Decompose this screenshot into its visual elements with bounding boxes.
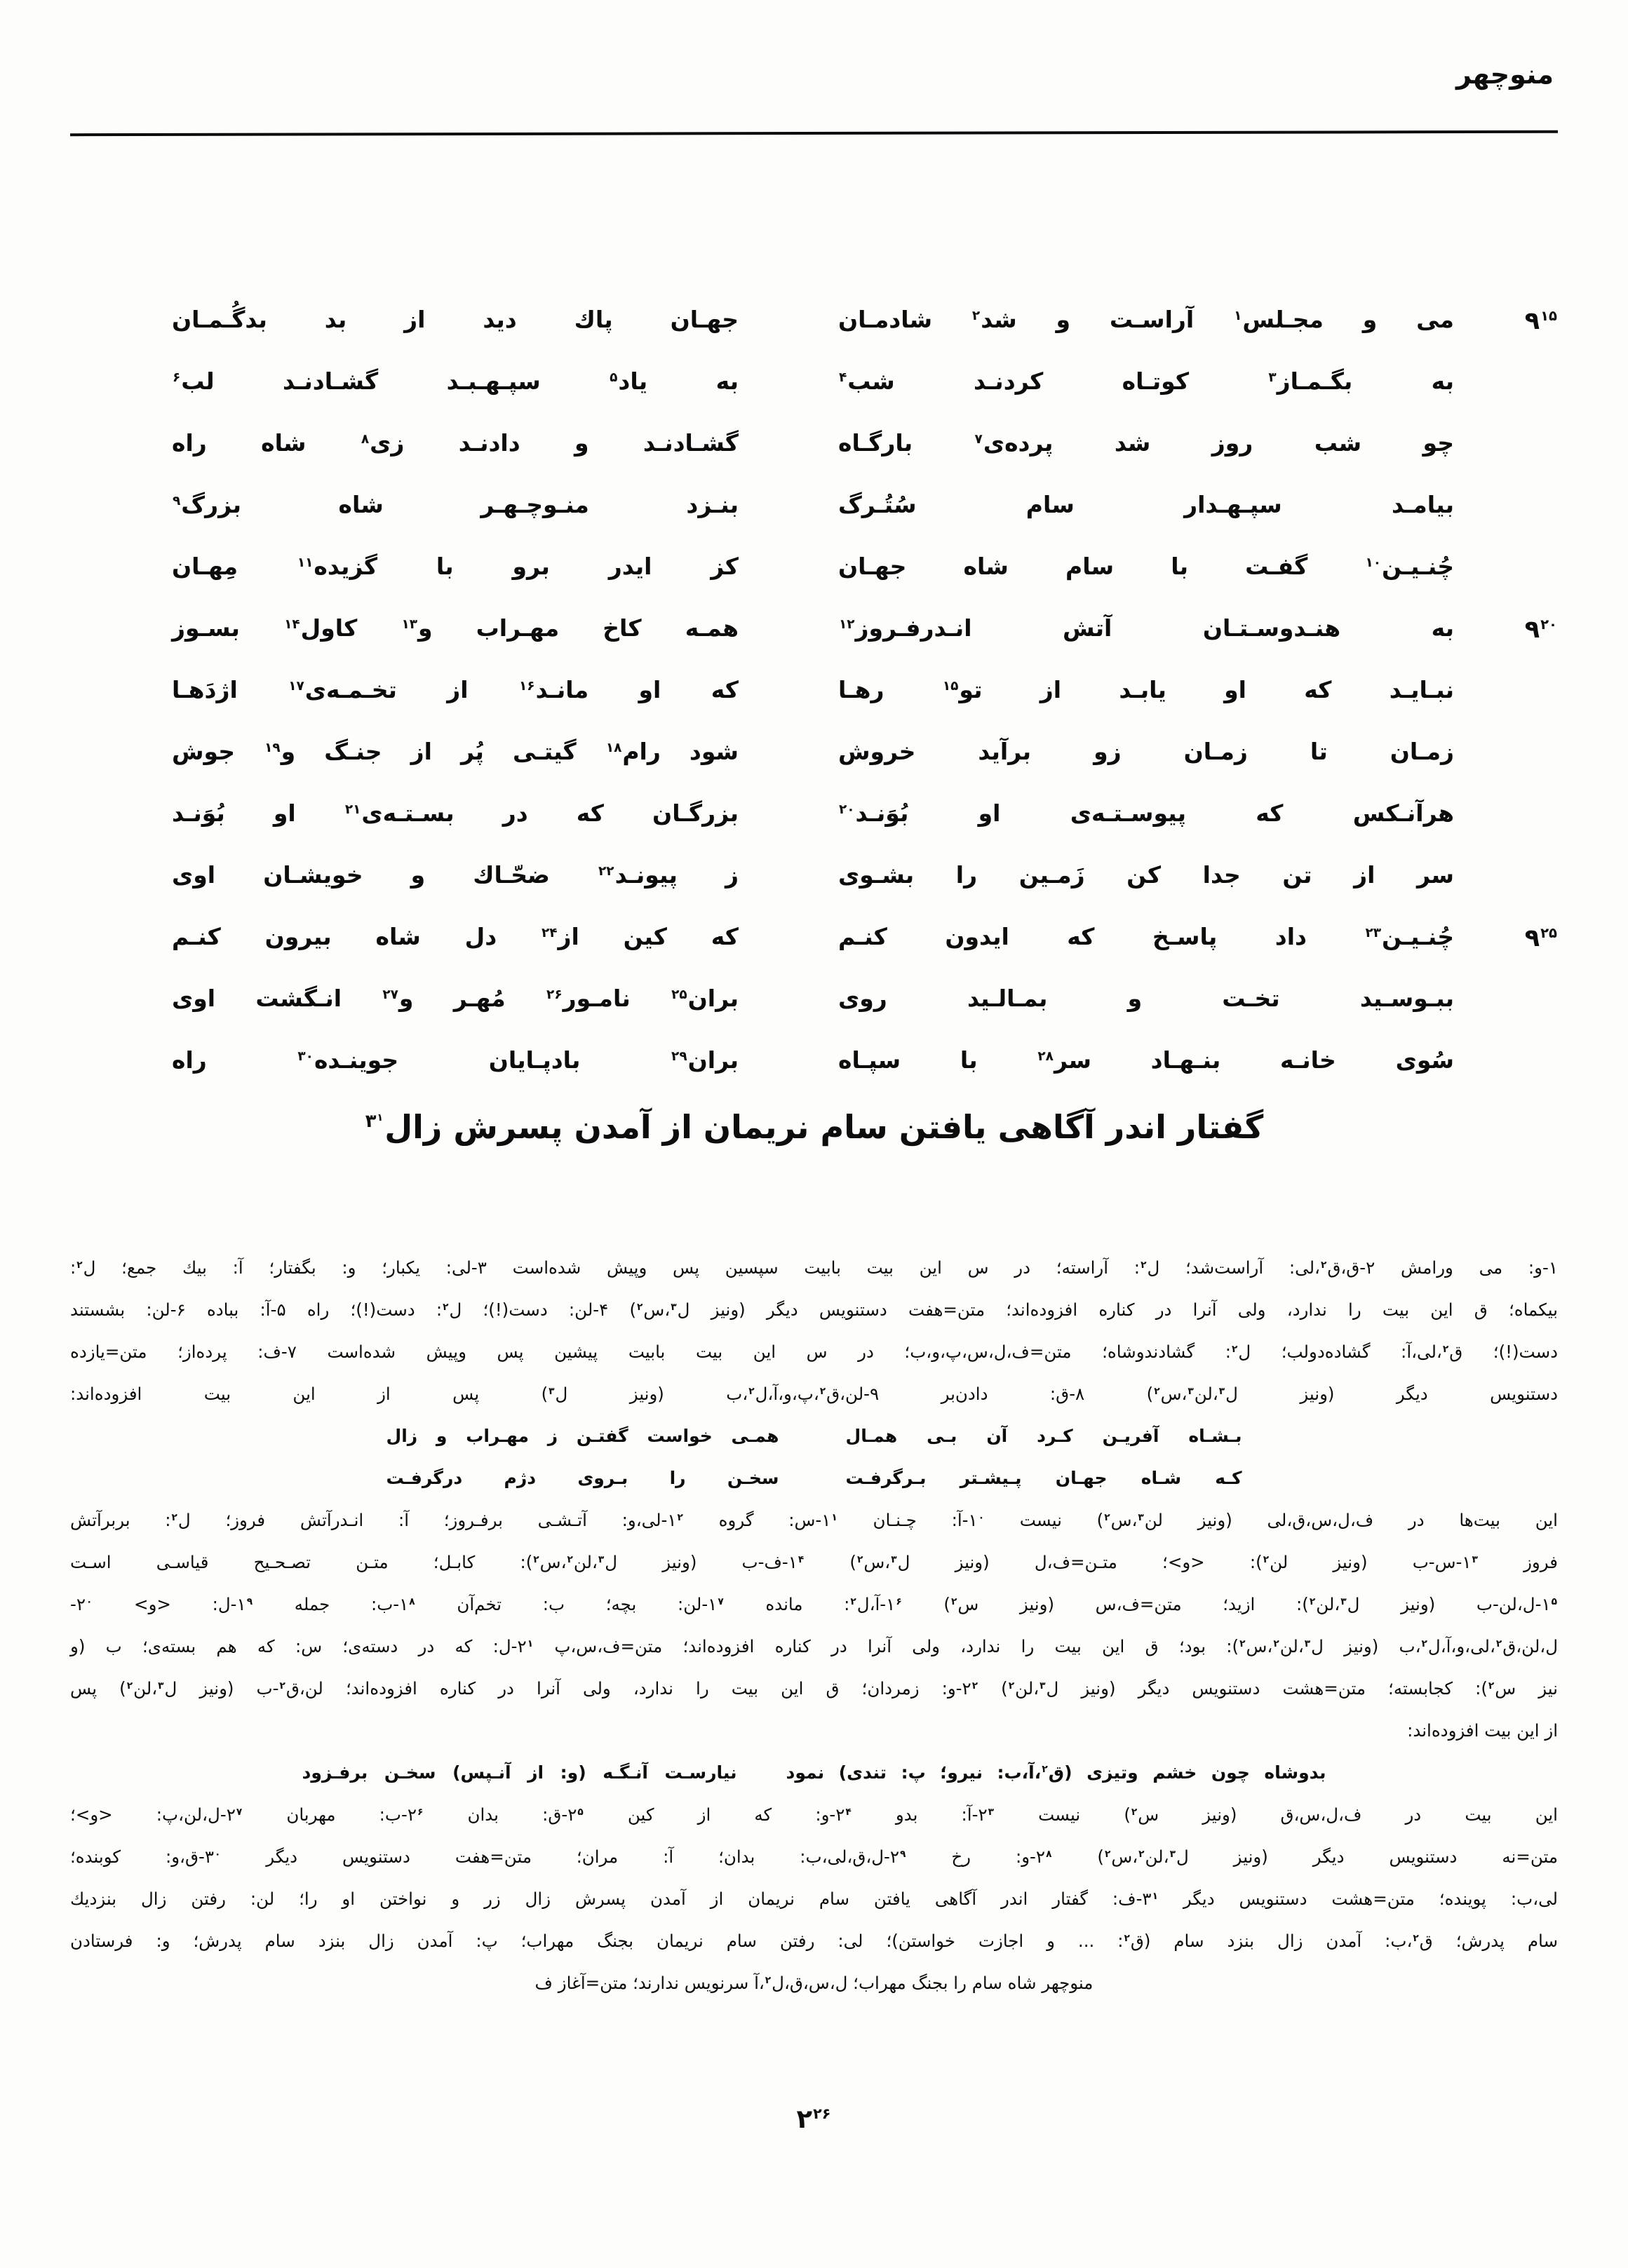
verse-number [1454, 367, 1558, 369]
verse-number [1454, 553, 1558, 554]
verse-number [1454, 1046, 1558, 1048]
couplet-hemistich-left: نیارسـت آنـگـه (و: از آنـپس) سخـن برفـزود [302, 1762, 737, 1783]
hemistich-left: همـه کاخ مهـراب و$^{۱۳}$ کاول$^{۱۴}$ بسـوز [172, 614, 739, 642]
poetry-block [70, 306, 1558, 1108]
verse-row [70, 306, 1558, 367]
hemistich-left: کز ایدر برو با گزیده$^{۱۱}$ مِهـان [172, 553, 739, 580]
verse-row [70, 614, 1558, 676]
verse-row [70, 738, 1558, 799]
verse-number [1454, 738, 1558, 739]
hemistich-left: که او مانـد$^{۱۶}$ از تخـمـه‌ی$^{۱۷}$ اژدَهـا [172, 676, 739, 703]
verse-row [70, 799, 1558, 861]
section-heading-footnote-marker: ۳۱ [365, 1111, 384, 1133]
hemistich-right: بیامـد سپـهـدار سام سُتُـرگ [838, 491, 1454, 518]
verse-row [70, 491, 1558, 553]
apparatus-line: $۱^۵-ل،لن-ب$ (ونیز ل$^۳$،لن$^۲$): ازید؛ متن=ف،س (ونیز س$^۲$) $۱^۶-آ،ل^۲$: مانده $۱^۷-لن$: بچه؛ ب: تخم‌آن $۱^۸-ب$: جمله $۱^۹-ل$: <و> $۲^۰-$ [70, 1594, 1557, 1614]
verse-row [70, 923, 1558, 985]
hemistich-right: به هنـدوسـتـان آتش انـدرفـروز$^{۱۲}$ [839, 614, 1454, 642]
hemistich-left: که کین از$^{۲۴}$ دل شاه بیرون کنـم [172, 923, 739, 950]
hemistich-left: شود رام$^{۱۸}$ گیتـی پُر از جنـگ و$^{۱۹}$ جوش [172, 738, 739, 765]
section-heading-text: گفتار اندر آگاهی یافتن سام نریمان از آمدن پسرش زال [384, 1108, 1264, 1146]
apparatus-line: لی،ب: پوینده؛ متن=هشت دستنویس دیگر $۳^۱-ف$: گفتار اندر آگاهی یافتن سام نریمان از آمدن پسرش زال زر و نواختن او را؛ لن: رفتن زال بنزدیك [70, 1889, 1558, 1909]
verse-number [1454, 429, 1558, 431]
verse-number [1454, 861, 1558, 863]
hemistich-right: چُنـیـن$^{۱۰}$ گفـت با سام شاه جهـان [838, 553, 1454, 580]
apparatus-couplet [70, 1415, 1558, 1457]
verse-row [70, 861, 1558, 923]
apparatus-couplet [70, 1752, 1558, 1794]
hemistich-right: هرآنـکس که پیوسـتـه‌ی او بُوَنـد$^{۲۰}$ [839, 799, 1454, 827]
hemistich-left: گشـادنـد و دادنـد زی$^۸$ شاه راه [172, 429, 739, 457]
verse-row [70, 429, 1558, 491]
verse-row [70, 553, 1558, 614]
apparatus-line: این بیت در ف،ل،س،ق (ونیز س$^۲$) نیست $۲^۳-آ$: بدو $۲^۴-و$: که از کین $۲^۵-ق$: بدان $۲^۶-ب$: مهربان $۲^۷-ل،لن،پ$: <و>؛ [70, 1804, 1558, 1825]
apparatus-line: ل،لن،ق$^۲$،لی،و،آ،ل$^۲$،ب (ونیز ل$^۳$،لن$^۲$،س$^۲$): بود؛ ق این بیت را ندارد، ولی آنرا در کناره افزوده‌اند؛ متن=ف،س،پ $۲^۱-ل$: که در دسته‌ی؛ س: که هم بسته‌ی؛ ب (و [70, 1636, 1558, 1656]
critical-apparatus [70, 1247, 1558, 2004]
verse-row [70, 676, 1558, 738]
hemistich-left: جهـان پاك دید از بد بدگُـمـان [172, 306, 739, 333]
couplet-hemistich-right: بدوشاه چون خشم وتیزی (ق$^۲$،آ،ب: نیرو؛ پ: تندی) نمود [786, 1762, 1326, 1783]
apparatus-couplet [70, 1457, 1558, 1499]
hemistich-right: نبـایـد که او یابـد از تو$^{۱۵}$ رهـا [838, 676, 1455, 703]
page-content [70, 0, 1558, 2268]
couplet-hemistich-left: همـی خواست گفتـن ز مهـراب و زال [386, 1426, 779, 1446]
apparatus-line: منوچهر شاه سام را بجنگ مهراب؛ ل،س،ق،ل$^۲$،آ سرنویس ندارند؛ متن=آغاز ف [534, 1973, 1094, 1993]
verse-number [1454, 491, 1558, 492]
hemistich-right: زمـان تا زمـان زو برآید خروش [838, 738, 1454, 765]
verse-row [70, 367, 1558, 429]
hemistich-right: سُوی خانـه بنـهـاد سر$^{۲۸}$ با سپـاه [838, 1046, 1454, 1074]
hemistich-right: چُنـیـن$^{۲۳}$ داد پاسـخ که ایدون کنـم [838, 923, 1454, 950]
apparatus-line: ۱-و: می ورامش ۲-ق،ق$^۲$،لی: آراست‌شد؛ ل$^۲$: آراسته؛ در س این بیت بابیت سپسین پس وپیش شده‌است ۳-لی: یکبار؛ و: بگفتار؛ آ: بیك جمع؛ ل$^۲$: [70, 1257, 1558, 1278]
couplet-hemistich-right: بـشـاه آفریـن کـرد آن بـی همـال [845, 1426, 1242, 1446]
couplet-hemistich-left: سخـن را بـروی دژم درگرفـت [386, 1468, 779, 1488]
hemistich-right: به بگـمـاز$^۳$ کوتـاه کردنـد شب$^۴$ [839, 367, 1454, 395]
couplet-gap [779, 1457, 846, 1499]
verse-row [70, 1046, 1558, 1108]
hemistich-left: بزرگـان که در بسـتـه‌ی$^{۲۱}$ او بُوَنـد [172, 799, 739, 827]
hemistich-right: می و مجـلس$^۱$ آراسـت و شد$^۲$ شادمـان [838, 306, 1454, 333]
apparatus-line: این بیت‌ها در ف،ل،س،ق،لی (ونیز لن$^۳$،س$^۲$) نیست $۱^۰-آ$: چـنـان $۱^۱-س$: گروه $۱^۲-لی،و$: آتـشـی برفـروز؛ آ: انـدرآتش فروز؛ ل$^۲$: بربرآتش [70, 1510, 1558, 1530]
verse-number [1454, 676, 1558, 677]
hemistich-left: به یاد$^۵$ سپـهـبـد گشـادنـد لب$^۶$ [173, 367, 739, 395]
apparatus-line: از این بیت افزوده‌اند: [1407, 1720, 1558, 1741]
hemistich-left: بران$^{۲۵}$ نامـور$^{۲۶}$ مُهـر و$^{۲۷}$ انـگشت اوی [172, 985, 739, 1012]
running-head: منوچهر [1456, 59, 1554, 90]
apparatus-line: سام پدرش؛ ق$^۲$،ب: آمدن زال بنزد سام (ق$^۲$: ... و اجازت خواستن)؛ لی: رفتن سام نریمان بجنگ مهراب؛ پ: آمدن زال بنزد سام پدرش؛ و: فرستادن [70, 1931, 1558, 1951]
hemistich-right: چو شب روز شد پرده‌ی$^۷$ بارگـاه [838, 429, 1454, 457]
couplet-gap [737, 1752, 786, 1794]
verse-row [70, 985, 1558, 1046]
verse-number [1454, 985, 1558, 986]
hemistich-right: ببـوسـید تخـت و بمـالـید روی [838, 985, 1454, 1012]
verse-number: $۹^{۲۰}$ [1524, 616, 1557, 644]
apparatus-line: نیز س$^۲$): کجابسته؛ متن=هشت دستنویس دیگر (ونیز ل$^۳$،لن$^۲$) $۲^۲-و$: زمردان؛ ق این بیت را ندارد، ولی آنرا در کناره افزوده‌اند؛ لن،ق$^۲$-ب (ونیز ل$^۳$،لن$^۲$) پس [70, 1678, 1558, 1699]
verse-number: $۹^{۲۵}$ [1524, 924, 1557, 952]
hemistich-left: بنـزد منـوچـهـر شاه بزرگ$^۹$ [173, 491, 739, 518]
apparatus-line: فروز $۱^۳-س-ب$ (ونیز لن$^۲$): <و>؛ متـن=ف،ل (ونیز ل$^۳$،س$^۲$) $۱^۴-ف-ب$ (ونیز ل$^۳$،لن$^۲$،س$^۲$): کابـل؛ متـن تصـحـیح قیاسـی اسـت [70, 1552, 1558, 1572]
hemistich-right: سر از تن جدا کن زَمـین را بشـوی [838, 861, 1454, 889]
apparatus-line: بیکماه؛ ق این بیت را ندارد، ولی آنرا در کناره افزوده‌اند؛ متن=هفت دستنویس دیگر (ونیز ل$^۳$،س$^۲$) ۴-لن: دست(!)؛ ل$^۲$: دست(!)؛ راه ۵-آ: بباده ۶-لن: بشستند [70, 1300, 1558, 1320]
apparatus-line: دست(!)؛ ق$^۲$،لی،آ: گشاده‌دولب؛ ل$^۲$: گشادندوشاه؛ متن=ف،ل،س،پ،و،ب؛ در س این بیت بابیت پیشین پس وپیش شده‌است ۷-ف: پرده‌از؛ متن=یازده [70, 1342, 1559, 1362]
header-rule [70, 130, 1558, 136]
verse-number: $۹^{۱۵}$ [1524, 307, 1557, 335]
couplet-hemistich-right: کـه شـاه جهـان پـیشـتر بـرگرفـت [845, 1468, 1242, 1488]
hemistich-left: بران$^{۲۹}$ بادپـایان جوینـده$^{۳۰}$ راه [172, 1046, 739, 1074]
verse-number [1454, 799, 1558, 801]
hemistich-left: ز پیونـد$^{۲۲}$ ضحّـاك و خویشـان اوی [172, 861, 739, 889]
apparatus-line: متن=نه دستنویس دیگر (ونیز ل$^۳$،لن$^۲$،س$^۲$) $۲^۸-و$: رخ $۲^۹-ل،ق،لی،ب$: بدان؛ آ: مران؛ متن=هفت دستنویس دیگر $۳^۰-ق،و$: کوبنده؛ [70, 1847, 1558, 1867]
apparatus-line: دستنویس دیگر (ونیز ل$^۳$،لن$^۳$،س$^۲$) ۸-ق: دادن‌بر ۹-لن،ق$^۲$،پ،و،آ،ل$^۲$،ب (ونیز ل$^۳$) پس از این بیت افزوده‌اند: [70, 1384, 1559, 1404]
section-heading [70, 1108, 1558, 1146]
page-number: $۲^{۲۶}$ [796, 2104, 831, 2134]
couplet-gap [779, 1415, 846, 1457]
